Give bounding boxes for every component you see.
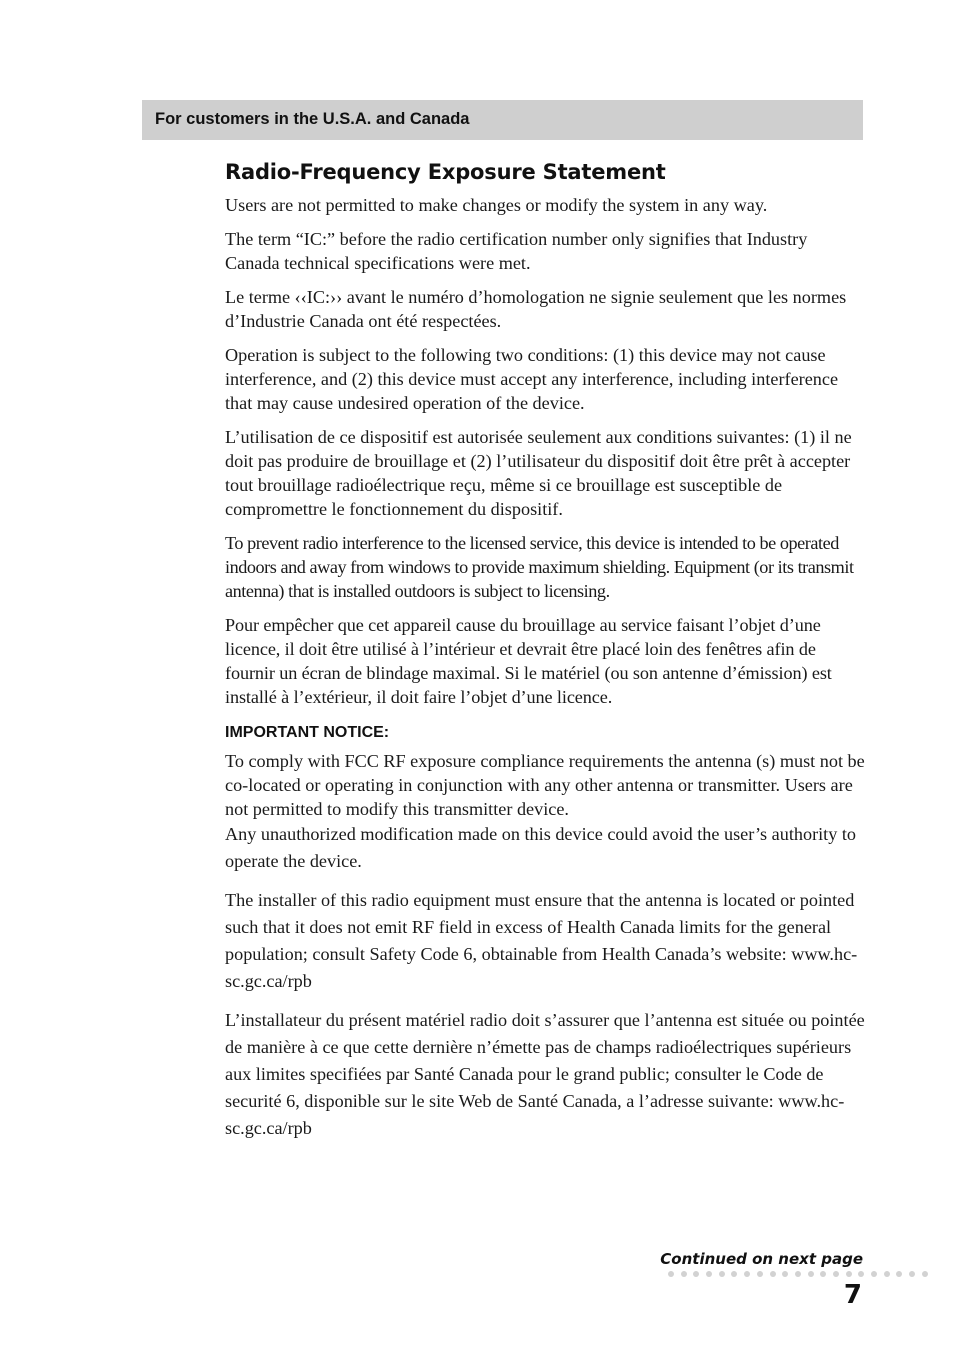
separator-dot	[693, 1271, 699, 1277]
separator-dot	[782, 1271, 788, 1277]
paragraph-ic-term-en: The term “IC:” before the radio certification number only signifies that Industry Canada technical specifications were met.	[225, 229, 808, 273]
page-title: Radio-Frequency Exposure Statement	[225, 160, 666, 184]
paragraph-interference-fr: Pour empêcher que cet appareil cause du brouillage au service faisant l’objet d’une licence, il doit être utilisé à l’intérieur et devrait être placé loin des fenêtres afin de fournir un écran de blindage maximal. Si le matériel (ou son antenne d’émission) est installé à l’extérieur, il doit faire l’objet d’une licence.	[225, 615, 832, 707]
separator-dot	[858, 1271, 864, 1277]
separator-dot	[744, 1271, 750, 1277]
notice-installer-en: The installer of this radio equipment must ensure that the antenna is located or pointed such that it does not emit RF field in excess of Health Canada limits for the general population; consult Safety Code 6, obtainable from Health Canada’s website: www.hc-sc.gc.ca/rpb	[225, 890, 858, 991]
separator-dot	[820, 1271, 826, 1277]
separator-dot	[681, 1271, 687, 1277]
separator-dot	[833, 1271, 839, 1277]
page-number: 7	[843, 1280, 862, 1310]
separator-dot	[871, 1271, 877, 1277]
paragraph-no-modification: Users are not permitted to make changes or modify the system in any way.	[225, 195, 768, 215]
separator-dot	[846, 1271, 852, 1277]
notice-unauthorized-modification: Any unauthorized modification made on this device could avoid the user’s authority to operate the device.	[225, 824, 857, 871]
notice-fcc-compliance: To comply with FCC RF exposure compliance requirements the antenna (s) must not be co-located or operating in conjunction with any other antenna or transmitter. Users are not permitted to modify this transmitter device.	[225, 751, 865, 819]
notice-installer-fr: L’installateur du présent matériel radio doit s’assurer que l’antenna est située ou pointée de manière à ce que cette dernière n’émette pas de champs radioélectriques supérieurs aux limites specifiées par Santé Canada pour le grand public; consulter le Code de securité 6, disponible sur le site Web de Santé Canada, a l’adresse suivante: www.hc-sc.gc.ca/rpb	[225, 1010, 865, 1138]
separator-dot	[731, 1271, 737, 1277]
separator-dot	[719, 1271, 725, 1277]
separator-dot	[808, 1271, 814, 1277]
paragraph-ic-term-fr: Le terme ‹‹IC:›› avant le numéro d’homologation ne signie seulement que les normes d’Industrie Canada ont été respectées.	[225, 287, 847, 331]
continued-on-next-page: Continued on next page	[660, 1250, 863, 1268]
separator-dot	[706, 1271, 712, 1277]
paragraph-operation-conditions-en: Operation is subject to the following two conditions: (1) this device may not cause interference, and (2) this device must accept any interference, including interference that may cause undesired operation of the device.	[225, 345, 839, 413]
paragraph-operation-conditions-fr: L’utilisation de ce dispositif est autorisée seulement aux conditions suivantes: (1) il ne doit pas produire de brouillage et (2) l’utilisateur du dispositif doit être prêt à accepter tout brouillage radioélectrique reçu, même si ce brouillage est susceptible de compromettre le fonctionnement du dispositif.	[225, 427, 852, 519]
separator-dot	[922, 1271, 928, 1277]
main-content	[225, 157, 865, 1154]
separator-dot	[757, 1271, 763, 1277]
important-notice-heading: IMPORTANT NOTICE:	[225, 724, 390, 741]
dotted-separator	[668, 1268, 928, 1280]
separator-dot	[896, 1271, 902, 1277]
section-header-text: For customers in the U.S.A. and Canada	[155, 110, 470, 128]
separator-dot	[770, 1271, 776, 1277]
separator-dot	[884, 1271, 890, 1277]
separator-dot	[668, 1271, 674, 1277]
section-header-bar	[142, 100, 863, 140]
separator-dot	[909, 1271, 915, 1277]
paragraph-interference-en: To prevent radio interference to the licensed service, this device is intended to be operated indoors and away from windows to provide maximum shielding. Equipment (or its transmit antenna) that is installed outdoors is subject to licensing.	[225, 533, 854, 601]
separator-dot	[795, 1271, 801, 1277]
